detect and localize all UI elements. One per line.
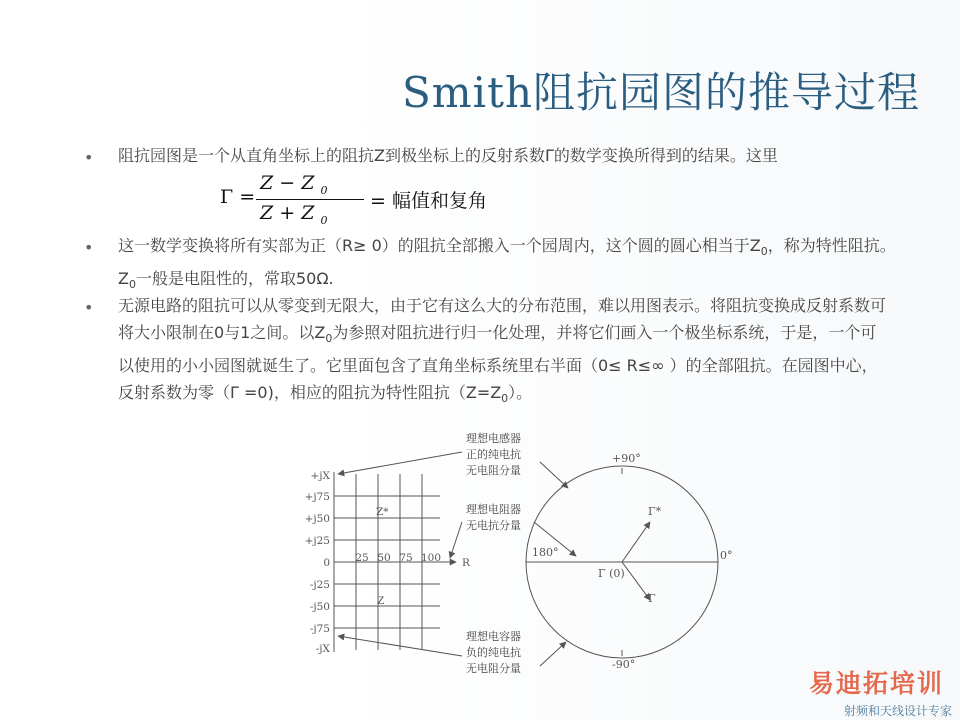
- x-label: 25: [355, 552, 369, 564]
- svg-text:正的纯电抗: 正的纯电抗: [466, 448, 521, 461]
- svg-text:理想电阻器: 理想电阻器: [466, 503, 521, 516]
- bullet-1-marker: •: [84, 148, 94, 167]
- gamma-vector: [622, 562, 650, 600]
- formula-numerator: Z − Z $_0$: [260, 172, 328, 197]
- formula-denominator: Z + Z $_0$: [260, 202, 328, 227]
- watermark-brand: 易迪拓培训: [808, 669, 944, 698]
- z-label: Z: [377, 595, 385, 607]
- svg-text:无电阻分量: 无电阻分量: [466, 464, 521, 477]
- grid-x-labels: [355, 506, 471, 607]
- svg-text:理想电感器: 理想电感器: [466, 432, 521, 445]
- annotation-capacitor: [466, 629, 521, 675]
- svg-text:理想电容器: 理想电容器: [466, 630, 521, 643]
- bullet-3-marker: •: [84, 298, 94, 317]
- y-label: -j25: [309, 579, 330, 591]
- x-label: 50: [377, 552, 391, 564]
- y-label: +j25: [304, 535, 330, 547]
- annotation-resistor: [466, 502, 521, 532]
- y-label: -jX: [315, 643, 330, 655]
- y-label: +jX: [310, 470, 330, 482]
- angle-90-label: +90°: [612, 452, 641, 465]
- y-label: -j50: [309, 601, 330, 613]
- svg-text:无电阻分量: 无电阻分量: [466, 662, 521, 675]
- y-label: +j50: [304, 513, 330, 525]
- grid-y-labels: [305, 470, 331, 655]
- y-label: +j75: [304, 491, 330, 503]
- bullet-1-text: 阻抗园图是一个从直角坐标上的阻抗Z到极坐标上的反射系数Γ的数学变换所得到的结果。这里: [118, 146, 778, 165]
- svg-text:无电抗分量: 无电抗分量: [466, 519, 521, 532]
- y-label: 0: [323, 557, 330, 569]
- z-star-label: Z*: [376, 506, 389, 518]
- formula-rhs: = 幅值和复角: [370, 190, 487, 212]
- bullet-3-text: 无源电路的阻抗可以从零变到无限大，由于它有这么大的分布范围，难以用图表示。将阻抗变换成反射系数可将大小限制在0与1之间。以$Z_0$为参照对阻抗进行归一化处理，并将它们画入一个极坐标系统，于是，一个可以使用的小小园图就诞生了。它里面包含了直角坐标系统里右半面（0≤ R≤∞ ）的全部阻抗。在园图中心，反射系数为零（Γ =0)，相应的阻抗为特性阻抗$(Z=Z_0)$。: [118, 296, 887, 406]
- gamma-star-vector: [622, 522, 650, 562]
- x-label: 75: [399, 552, 413, 564]
- watermark-subtitle: 射频和天线设计专家: [843, 704, 952, 718]
- annotation-inductor: [466, 431, 521, 477]
- slide-title: Smith阻抗园图的推导过程: [402, 68, 920, 117]
- angle-0-label: 0°: [720, 549, 733, 562]
- angle-m90-label: -90°: [612, 658, 636, 671]
- x-label: 100: [420, 552, 442, 564]
- svg-text:负的纯电抗: 负的纯电抗: [466, 646, 521, 659]
- formula-lhs: Γ =: [220, 186, 256, 208]
- bullet-2-text: 这一数学变换将所有实部为正（R≥ 0）的阻抗全部搬入一个园周内，这个圆的圆心相当于$Z_0$，称为特性阻抗。$Z_0$一般是电阻性的，常取50Ω.: [118, 236, 896, 292]
- smith-circle: [526, 466, 718, 658]
- bullet-2-marker: •: [84, 238, 94, 257]
- gamma-center-label: Γ (0): [598, 567, 625, 580]
- y-label: -j75: [309, 623, 330, 635]
- angle-180-label: 180°: [532, 546, 559, 559]
- annotation-arrows: [338, 452, 576, 666]
- r-axis-label: R: [462, 557, 470, 569]
- gamma-star-label: Γ*: [648, 505, 662, 518]
- gamma-label: Γ: [648, 592, 656, 605]
